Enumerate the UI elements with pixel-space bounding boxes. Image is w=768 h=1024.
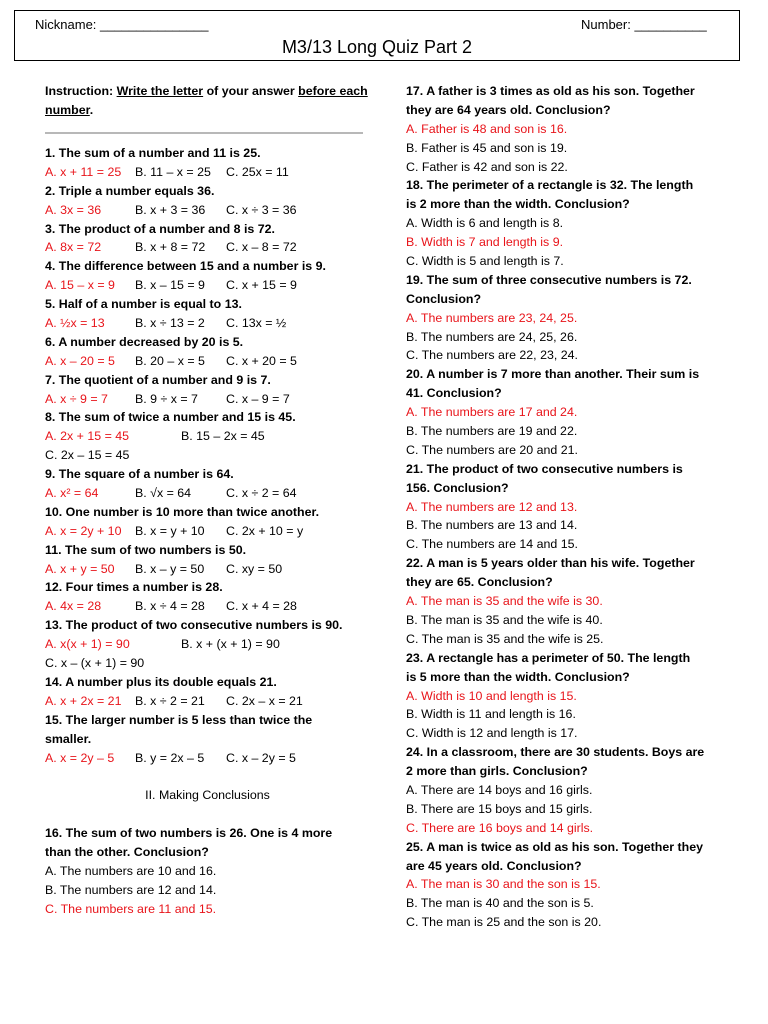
answer-option: B. The numbers are 12 and 14. (45, 882, 217, 897)
answer-option: C. There are 16 boys and 14 girls. (406, 820, 594, 835)
number-field: Number: __________ (581, 17, 707, 32)
answer-option: C. x – 2y = 5 (226, 750, 296, 765)
answer-option: B. x – 15 = 9 (135, 278, 205, 293)
answer-option: A. x = 2y + 10 (45, 523, 122, 538)
answer-option: A. Width is 6 and length is 8. (406, 216, 564, 231)
question-text: 11. The sum of two numbers is 50. (45, 542, 247, 557)
answer-option: B. The numbers are 13 and 14. (406, 518, 578, 533)
answer-option: C. 2x – x = 21 (226, 693, 303, 708)
instruction-text-2: of your answer (203, 84, 299, 98)
answer-option-line (406, 611, 736, 630)
question-text: 25. A man is twice as old as his son. Together they (406, 839, 703, 854)
question-text: 6. A number decreased by 20 is 5. (45, 334, 244, 349)
answer-option-line (406, 592, 736, 611)
answer-option: A. 2x + 15 = 45 (45, 429, 130, 444)
options-line (45, 446, 370, 465)
answer-option: B. √x = 64 (135, 486, 192, 501)
answer-option: B. 20 – x = 5 (135, 353, 205, 368)
answer-option-line (406, 894, 736, 913)
answer-option: A. The man is 30 and the son is 15. (406, 877, 601, 892)
options-line (45, 654, 370, 673)
question-text: 22. A man is 5 years older than his wife. Together (406, 556, 695, 571)
answer-option: A. x(x + 1) = 90 (45, 637, 130, 652)
question-text: 41. Conclusion? (406, 386, 502, 401)
answer-option: C. The numbers are 20 and 21. (406, 442, 578, 457)
question-text: 156. Conclusion? (406, 480, 509, 495)
answer-option: C. Width is 12 and length is 17. (406, 726, 578, 741)
question-text: is 2 more than the width. Conclusion? (406, 197, 630, 212)
answer-option-line (406, 403, 736, 422)
answer-option: B. The numbers are 24, 25, 26. (406, 329, 578, 344)
answer-option-line (406, 781, 736, 800)
answer-option: B. x + 3 = 36 (135, 202, 206, 217)
answer-option: C. Width is 5 and length is 7. (406, 254, 564, 269)
answer-option: B. y = 2x – 5 (135, 750, 205, 765)
answer-option: B. x ÷ 2 = 21 (135, 693, 205, 708)
question-text: 2. Triple a number equals 36. (45, 183, 215, 198)
answer-option: B. The man is 35 and the wife is 40. (406, 612, 603, 627)
instruction-text-3: before each number (45, 84, 368, 117)
answer-option: B. The numbers are 19 and 22. (406, 424, 578, 439)
options-line (45, 560, 370, 579)
answer-option-line (45, 862, 370, 881)
answer-option: C. The numbers are 11 and 15. (45, 901, 217, 916)
answer-option-line (406, 724, 736, 743)
spacer (45, 767, 370, 786)
answer-option-line (406, 498, 736, 517)
section-title: II. Making Conclusions (145, 788, 270, 803)
answer-option: B. Father is 45 and son is 19. (406, 140, 568, 155)
answer-option-line (406, 441, 736, 460)
answer-option-line (406, 800, 736, 819)
options-line (45, 484, 370, 503)
answer-option-line (406, 139, 736, 158)
question-16 (45, 824, 370, 918)
answer-option: C. Father is 42 and son is 22. (406, 159, 568, 174)
question-text: 23. A rectangle has a perimeter of 50. The length (406, 650, 691, 665)
answer-option: B. Width is 11 and length is 16. (406, 707, 576, 722)
instruction (45, 82, 370, 120)
options-line (45, 522, 370, 541)
answer-option: C. The numbers are 22, 23, 24. (406, 348, 578, 363)
answer-option: B. 9 ÷ x = 7 (135, 391, 198, 406)
answer-option: A. x – 20 = 5 (45, 353, 115, 368)
answer-option: C. x ÷ 2 = 64 (226, 486, 297, 501)
options-line (45, 427, 370, 446)
instruction-text-4: . (89, 103, 94, 117)
question-text: 10. One number is 10 more than twice another. (45, 504, 320, 519)
options-line (45, 276, 370, 295)
question-text: 8. The sum of twice a number and 15 is 45. (45, 410, 296, 425)
question-text: 21. The product of two consecutive numbers is (406, 461, 683, 476)
answer-option: A. x² = 64 (45, 486, 99, 501)
answer-option: B. x + 8 = 72 (135, 240, 206, 255)
answer-option: A. The numbers are 23, 24, 25. (406, 310, 578, 325)
answer-option-line (406, 422, 736, 441)
answer-option: C. x + 20 = 5 (226, 353, 297, 368)
answer-option-line (45, 900, 370, 919)
quiz-header (14, 10, 740, 61)
nickname-field: Nickname: _______________ (35, 17, 209, 32)
answer-option: A. Father is 48 and son is 16. (406, 121, 568, 136)
spacer (45, 805, 370, 824)
answer-option: B. x = y + 10 (135, 523, 205, 538)
answer-option: C. The man is 35 and the wife is 25. (406, 631, 604, 646)
question-text: are 45 years old. Conclusion? (406, 858, 582, 873)
answer-option: C. x – 8 = 72 (226, 240, 297, 255)
answer-option: A. x + 11 = 25 (45, 164, 122, 179)
answer-option-line (406, 328, 736, 347)
answer-option-line (406, 535, 736, 554)
answer-option: B. x ÷ 13 = 2 (135, 316, 205, 331)
answer-option: A. Width is 10 and length is 15. (406, 688, 577, 703)
question-text: 12. Four times a number is 28. (45, 580, 223, 595)
answer-option: A. x ÷ 9 = 7 (45, 391, 108, 406)
question-text: 19. The sum of three consecutive numbers is 72. (406, 272, 692, 287)
answer-option: C. 13x = ½ (226, 316, 287, 331)
answer-option: A. x + y = 50 (45, 561, 115, 576)
answer-option: A. The man is 35 and the wife is 30. (406, 594, 603, 609)
question-text: 14. A number plus its double equals 21. (45, 674, 277, 689)
answer-option-line (406, 516, 736, 535)
question-text: Conclusion? (406, 291, 482, 306)
answer-option: A. The numbers are 10 and 16. (45, 863, 217, 878)
answer-option: A. The numbers are 17 and 24. (406, 405, 578, 420)
question-list (45, 144, 370, 767)
question-text: 15. The larger number is 5 less than twice the (45, 712, 313, 727)
question-text: 16. The sum of two numbers is 26. One is 4 more (45, 826, 333, 841)
answer-option: C. The numbers are 14 and 15. (406, 537, 578, 552)
answer-option: A. There are 14 boys and 16 girls. (406, 782, 593, 797)
answer-option-line (406, 120, 736, 139)
question-text: 24. In a classroom, there are 30 students. Boys are (406, 745, 705, 760)
answer-option: C. x – (x + 1) = 90 (45, 656, 145, 671)
answer-option: A. x + 2x = 21 (45, 693, 122, 708)
answer-option: A. 8x = 72 (45, 240, 102, 255)
options-line (45, 749, 370, 768)
question-text: 4. The difference between 15 and a number is 9. (45, 259, 326, 274)
answer-option: C. x + 15 = 9 (226, 278, 297, 293)
answer-option: C. 2x – 15 = 45 (45, 448, 130, 463)
answer-option: A. The numbers are 12 and 13. (406, 499, 578, 514)
answer-option: A. ½x = 13 (45, 316, 105, 331)
answer-option-line (406, 309, 736, 328)
question-text: 1. The sum of a number and 11 is 25. (45, 146, 261, 160)
question-text: 17. A father is 3 times as old as his son. Together (406, 84, 695, 98)
answer-option-line (406, 630, 736, 649)
answer-option: C. 25x = 11 (226, 164, 289, 179)
question-text: 3. The product of a number and 8 is 72. (45, 221, 275, 236)
answer-option-line (406, 214, 736, 233)
answer-option: C. The man is 25 and the son is 20. (406, 915, 602, 930)
answer-option-line (406, 875, 736, 894)
options-line (45, 635, 370, 654)
answer-option-line (406, 158, 736, 177)
question-text: they are 64 years old. Conclusion? (406, 102, 611, 117)
question-text: 2 more than girls. Conclusion? (406, 764, 588, 779)
answer-option: B. There are 15 boys and 15 girls. (406, 801, 593, 816)
answer-option: B. x ÷ 4 = 28 (135, 599, 205, 614)
answer-option-line (45, 881, 370, 900)
options-line (45, 352, 370, 371)
question-text: 7. The quotient of a number and 9 is 7. (45, 372, 271, 387)
answer-option: C. x ÷ 3 = 36 (226, 202, 297, 217)
question-text: smaller. (45, 731, 92, 746)
answer-option-line (406, 252, 736, 271)
answer-option: C. 2x + 10 = y (226, 523, 304, 538)
instruction-text-1: Write the letter (116, 84, 204, 98)
question-text: 5. Half of a number is equal to 13. (45, 297, 242, 312)
options-line (45, 692, 370, 711)
answer-option: B. Width is 7 and length is 9. (406, 235, 564, 250)
answer-option: B. 11 – x = 25 (135, 164, 211, 179)
left-column (45, 82, 370, 919)
answer-option: C. x + 4 = 28 (226, 599, 297, 614)
answer-option-line (406, 913, 736, 932)
question-text: 18. The perimeter of a rectangle is 32. The length (406, 178, 694, 193)
options-line (45, 201, 370, 220)
answer-option: B. x + (x + 1) = 90 (181, 637, 280, 652)
answer-option: A. 3x = 36 (45, 202, 102, 217)
answer-option: B. x – y = 50 (135, 561, 205, 576)
options-line (45, 314, 370, 333)
question-text: they are 65. Conclusion? (406, 575, 553, 590)
right-column (406, 82, 736, 932)
divider (45, 132, 363, 134)
options-line (45, 238, 370, 257)
answer-option: A. x = 2y – 5 (45, 750, 115, 765)
options-line (45, 597, 370, 616)
question-text: 13. The product of two consecutive numbers is 90. (45, 618, 343, 633)
question-text: 9. The square of a number is 64. (45, 467, 234, 482)
answer-option-line (406, 233, 736, 252)
question-text: 20. A number is 7 more than another. Their sum is (406, 367, 700, 382)
answer-option-line (406, 705, 736, 724)
instruction-label: Instruction: (45, 84, 114, 98)
options-line (45, 163, 370, 182)
answer-option: A. 15 – x = 9 (45, 278, 115, 293)
answer-option: C. x – 9 = 7 (226, 391, 290, 406)
answer-option: B. 15 – 2x = 45 (181, 429, 265, 444)
question-text: than the other. Conclusion? (45, 844, 209, 859)
page-title: M3/13 Long Quiz Part 2 (281, 37, 473, 57)
options-line (45, 390, 370, 409)
answer-option-line (406, 346, 736, 365)
answer-option: A. 4x = 28 (45, 599, 102, 614)
question-text: is 5 more than the width. Conclusion? (406, 669, 630, 684)
answer-option: C. xy = 50 (226, 561, 283, 576)
answer-option-line (406, 687, 736, 706)
answer-option: B. The man is 40 and the son is 5. (406, 896, 594, 911)
answer-option-line (406, 819, 736, 838)
